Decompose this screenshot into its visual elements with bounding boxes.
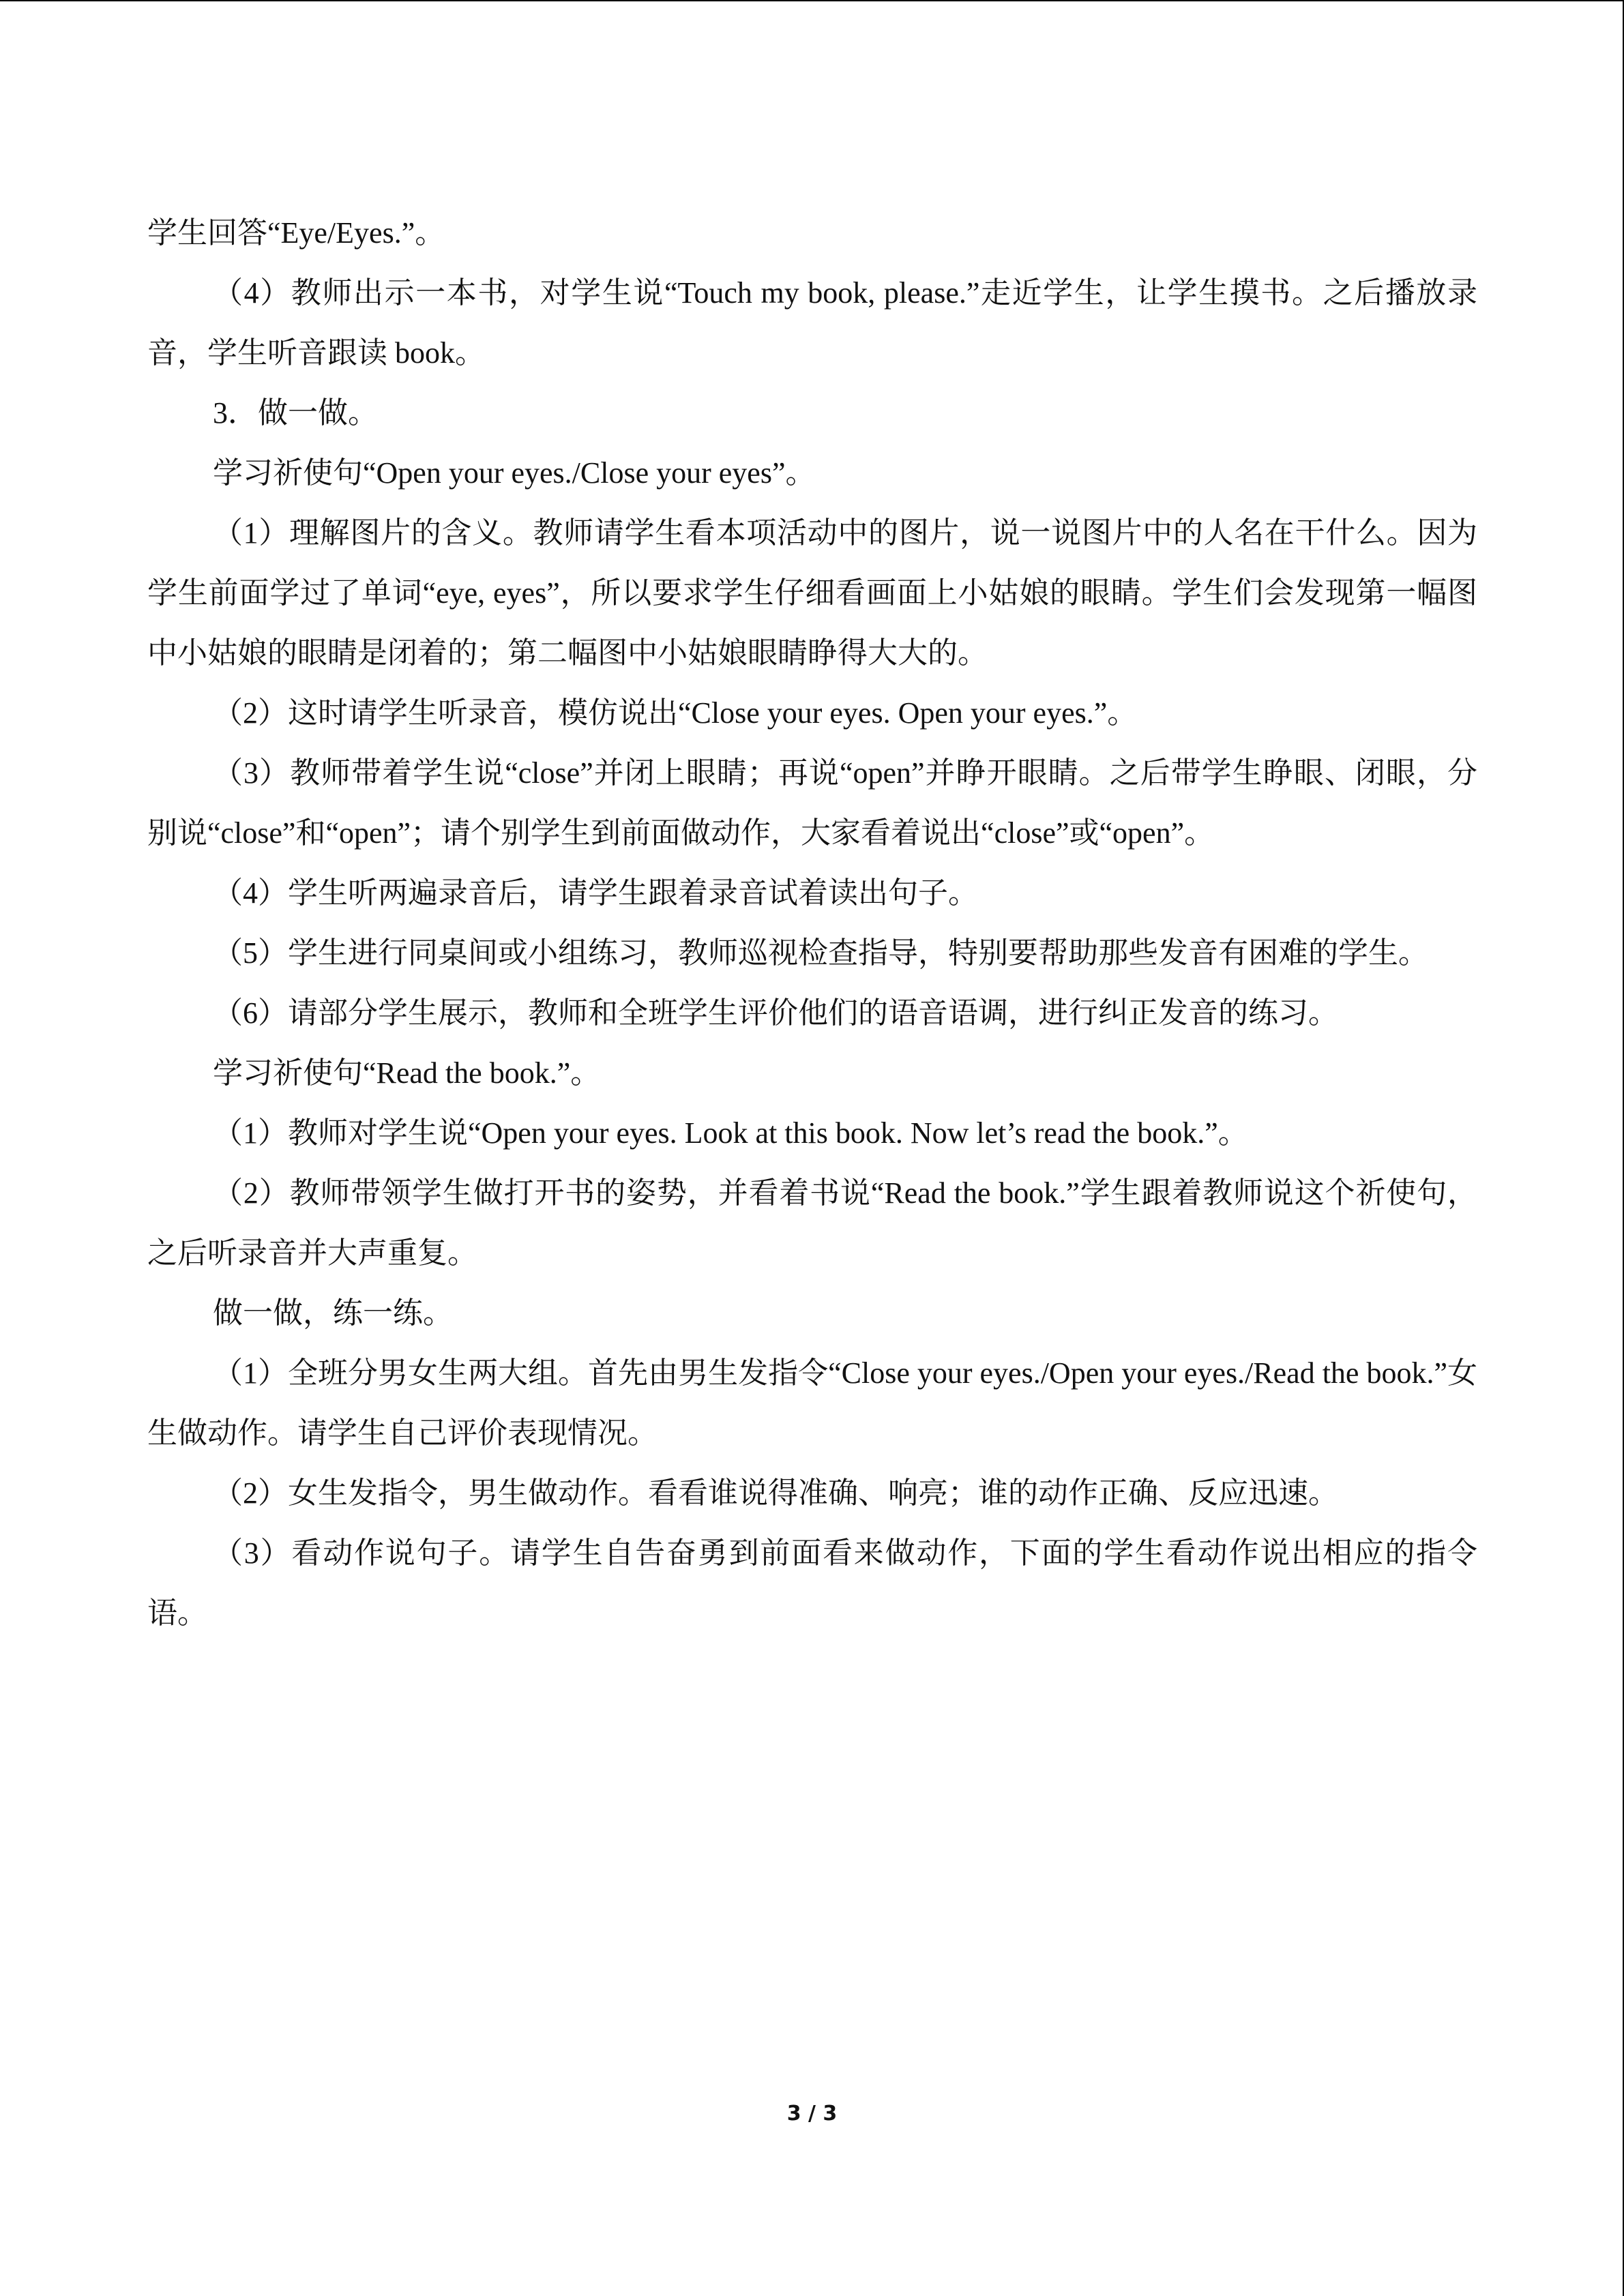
paragraph-practice-step-2: （2）女生发指令，男生做动作。看看谁说得准确、响亮；谁的动作正确、反应迅速。 [213, 1476, 1338, 1510]
document-body [147, 203, 1477, 1643]
paragraph-step-4-book: （4）教师出示一本书，对学生说“Touch my book, please.”走近学生，让学生摸书。之后播放录音，学生听音跟读 book。 [147, 276, 1477, 370]
paragraph-practice-step-3: （3）看动作说句子。请学生自告奋勇到前面看来做动作，下面的学生看动作说出相应的指令语。 [147, 1536, 1477, 1630]
paragraph-step-1-pictures: （1）理解图片的含义。教师请学生看本项活动中的图片，说一说图片中的人名在干什么。因为学生前面学过了单词“eye, eyes”，所以要求学生仔细看画面上小姑娘的眼睛。学生们会发现第一幅图中小姑娘的眼睛是闭着的；第二幅图中小姑娘眼睛睁得大大的。 [147, 516, 1477, 670]
paragraph-step-6-show: （6）请部分学生展示，教师和全班学生评价他们的语音语调，进行纠正发音的练习。 [213, 996, 1338, 1030]
subheading-do-and-practice: 做一做，练一练。 [213, 1296, 453, 1330]
paragraph-student-answer: 学生回答“Eye/Eyes.”。 [147, 216, 445, 250]
paragraph-step-2-listen: （2）这时请学生听录音，模仿说出“Close your eyes. Open your eyes.”。 [213, 696, 1138, 730]
section-heading-do: 3．做一做。 [213, 396, 378, 430]
paragraph-read-step-2: （2）教师带领学生做打开书的姿势，并看着书说“Read the book.”学生跟着教师说这个祈使句，之后听录音并大声重复。 [147, 1176, 1477, 1270]
page-number: 3 / 3 [786, 2102, 838, 2126]
paragraph-practice-step-1: （1）全班分男女生两大组。首先由男生发指令“Close your eyes./Open your eyes./Read the book.”女生做动作。请学生自己评价表现情况。 [147, 1356, 1477, 1450]
paragraph-step-5-practice: （5）学生进行同桌间或小组练习，教师巡视检查指导，特别要帮助那些发音有困难的学生。 [213, 936, 1428, 970]
subheading-open-close-eyes: 学习祈使句“Open your eyes./Close your eyes”。 [213, 456, 816, 490]
paragraph-step-4-read: （4）学生听两遍录音后，请学生跟着录音试着读出句子。 [213, 876, 978, 910]
subheading-read-the-book: 学习祈使句“Read the book.”。 [213, 1056, 601, 1090]
paragraph-read-step-1: （1）教师对学生说“Open your eyes. Look at this book. Now let’s read the book.”。 [213, 1116, 1248, 1150]
paragraph-step-3-actions: （3）教师带着学生说“close”并闭上眼睛；再说“open”并睁开眼睛。之后带学生睁眼、闭眼，分别说“close”和“open”；请个别学生到前面做动作，大家看着说出“close”或“open”。 [147, 756, 1477, 850]
